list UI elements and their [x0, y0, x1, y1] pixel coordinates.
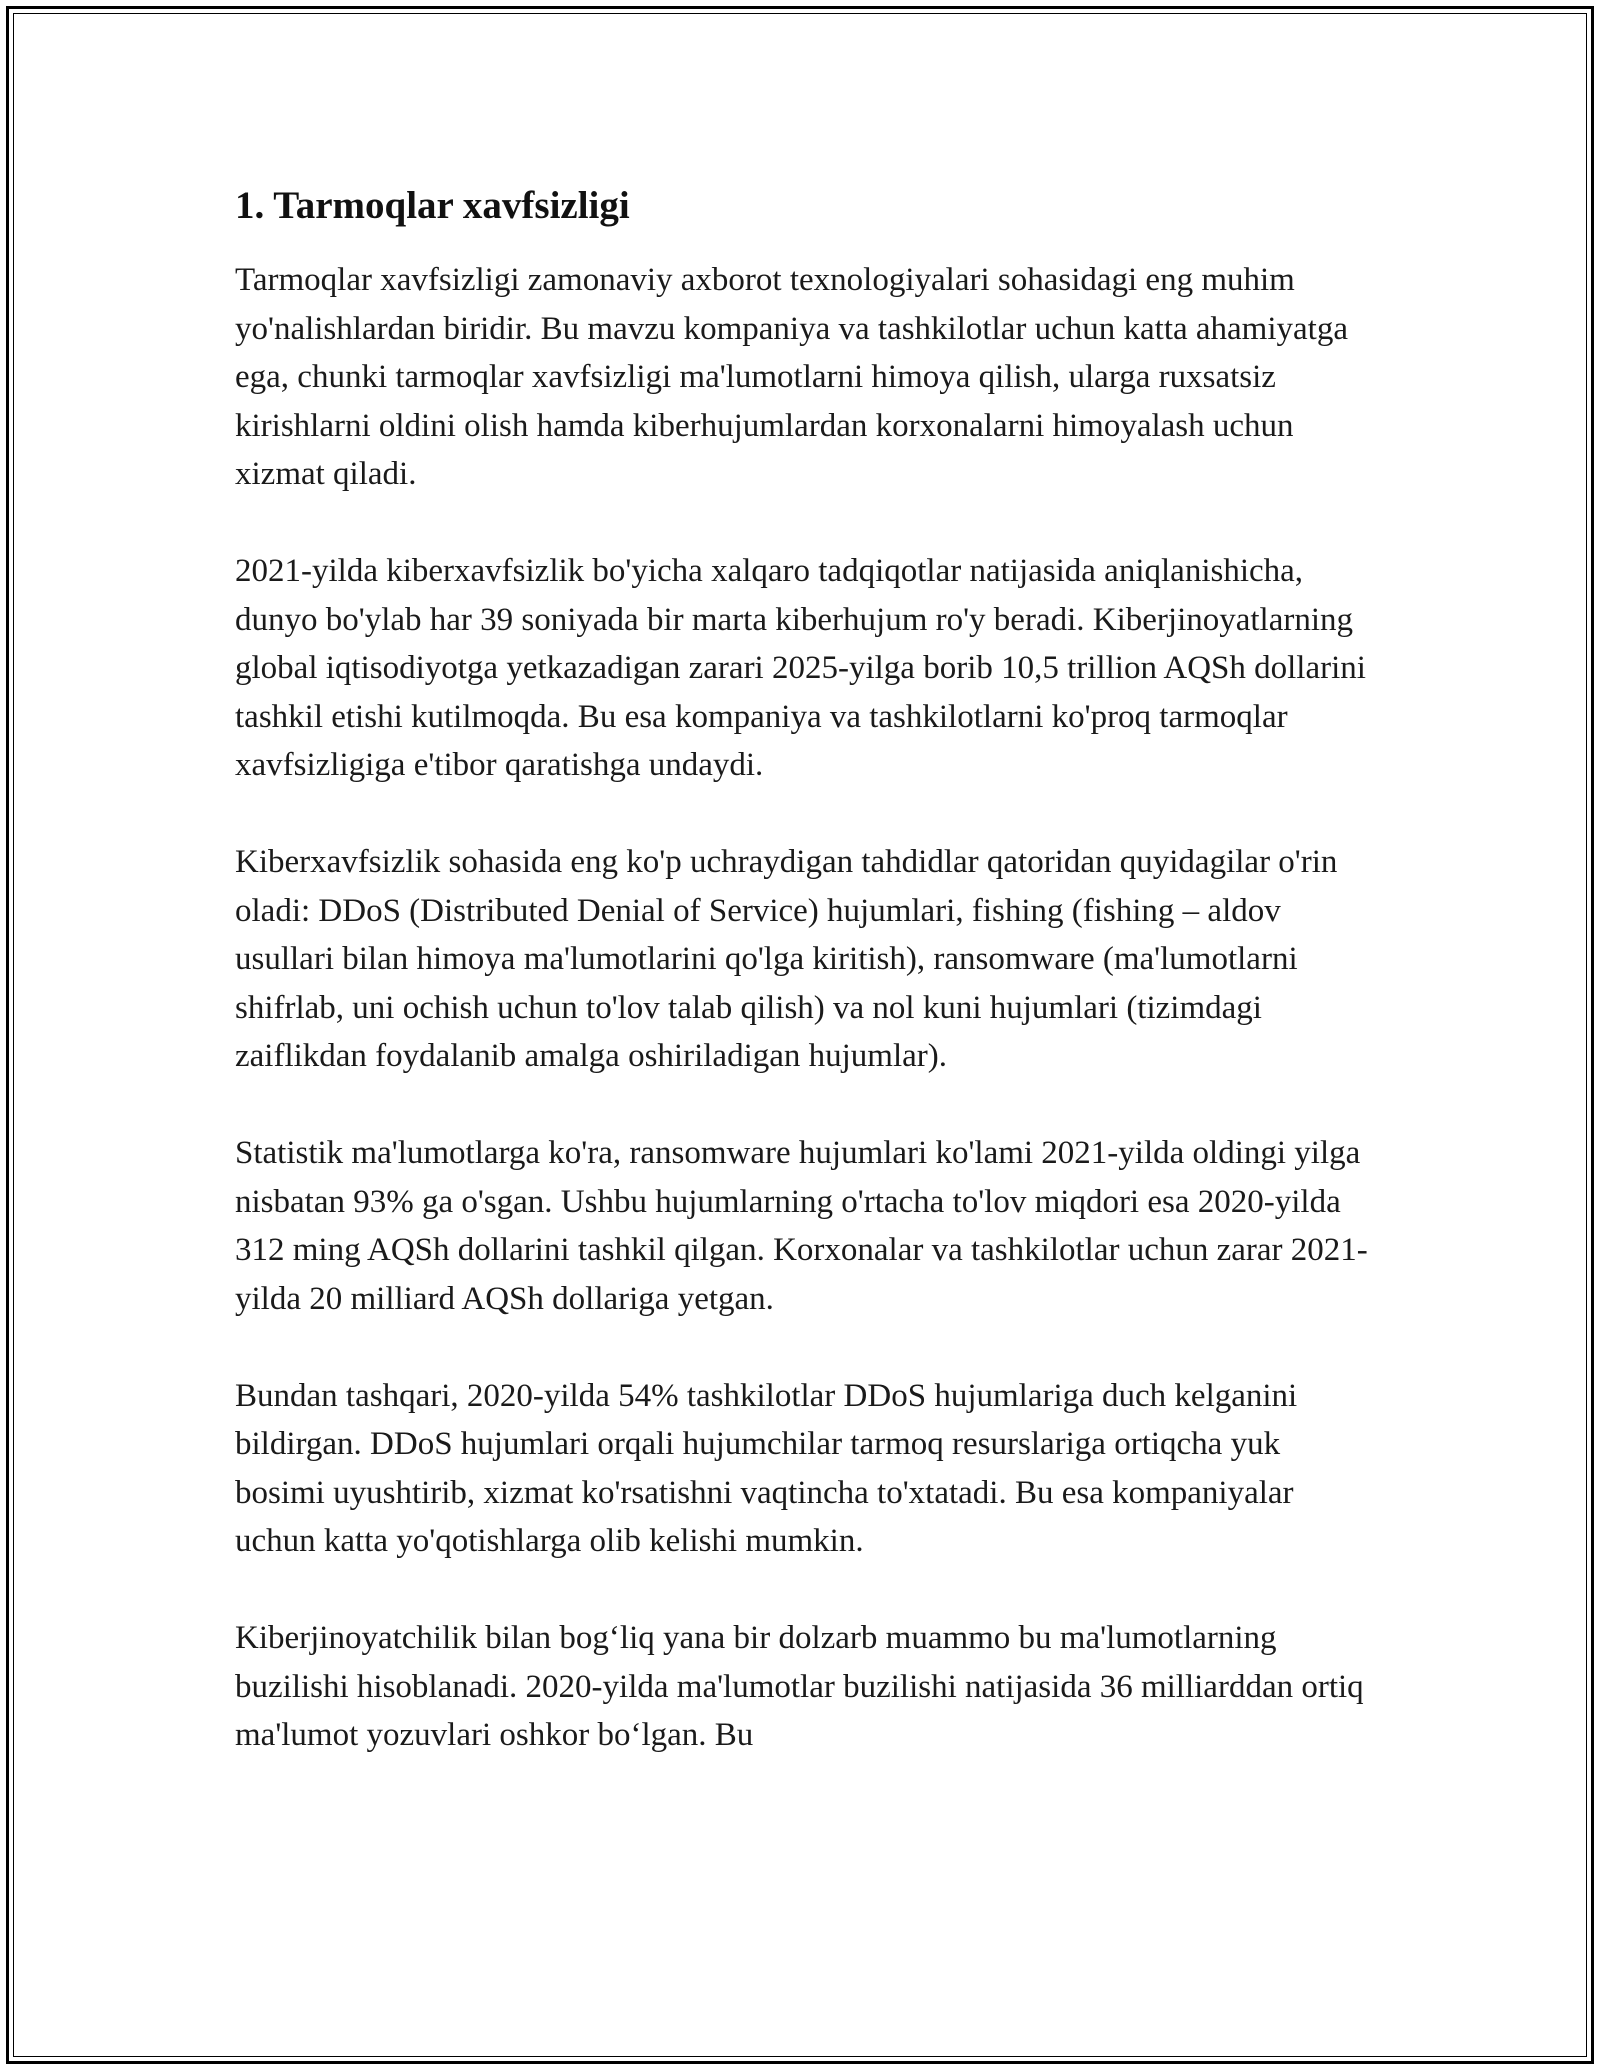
paragraph-ddos: Bundan tashqari, 2020-yilda 54% tashkilotlar DDoS hujumlariga duch kelganini bildirgan. DDoS hujumlari orqali hujumchilar tarmoq resurslariga ortiqcha yuk bosimi uyushtirib, xizmat ko'rsatishni vaqtincha to'xtatadi. Bu esa kompaniyalar uchun katta yo'qotishlarga olib kelishi mumkin. [235, 1377, 1298, 1559]
paragraph-statistics-2021: 2021-yilda kiberxavfsizlik bo'yicha xalqaro tadqiqotlar natijasida aniqlanishicha, dunyo bo'ylab har 39 soniyada bir marta kiberhujum ro'y beradi. Kiberjinoyatlarning global iqtisodiyotga yetkazadigan zarari 2025-yilga borib 10,5 trillion AQSh dollarini tashkil etishi kutilmoqda. Bu esa kompaniya va tashkilotlarni ko'proq tarmoqlar xavfsizligiga e'tibor qaratishga undaydi. [235, 553, 1366, 783]
paragraph-threats: Kiberxavfsizlik sohasida eng ko'p uchraydigan tahdidlar qatoridan quyidagilar o'rin oladi: DDoS (Distributed Denial of Service) hujumlari, fishing (fishing – aldov usullari bilan himoya ma'lumotlarini qo'lga kiritish), ransomware (ma'lumotlarni shifrlab, uni ochish uchun to'lov talab qilish) va nol kuni hujumlari (tizimdagi zaiflikdan foydalanib amalga oshiriladigan hujumlar). [235, 844, 1338, 1074]
paragraph-intro: Tarmoqlar xavfsizligi zamonaviy axborot texnologiyalari sohasidagi eng muhim yo'nalishlardan biridir. Bu mavzu kompaniya va tashkilotlar uchun katta ahamiyatga ega, chunki tarmoqlar xavfsizligi ma'lumotlarni himoya qilish, ularga ruxsatsiz kirishlarni oldini olish hamda kiberhujumlardan korxonalarni himoyalash uchun xizmat qiladi. [235, 262, 1348, 492]
section-heading: 1. Tarmoqlar xavfsizligi [235, 184, 630, 227]
paragraph-ransomware: Statistik ma'lumotlarga ko'ra, ransomware hujumlari ko'lami 2021-yilda oldingi yilga nisbatan 93% ga o'sgan. Ushbu hujumlarning o'rtacha to'lov miqdori esa 2020-yilda 312 ming AQSh dollarini tashkil qilgan. Korxonalar va tashkilotlar uchun zarar 2021-yilda 20 milliard AQSh dollariga yetgan. [235, 1135, 1368, 1317]
document-body [235, 180, 1375, 1760]
paragraph-data-breach: Kiberjinoyatchilik bilan bog‘liq yana bir dolzarb muammo bu ma'lumotlarning buzilishi hisoblanadi. 2020-yilda ma'lumotlar buzilishi natijasida 36 milliarddan ortiq ma'lumot yozuvlari oshkor bo‘lgan. Bu [235, 1620, 1364, 1753]
